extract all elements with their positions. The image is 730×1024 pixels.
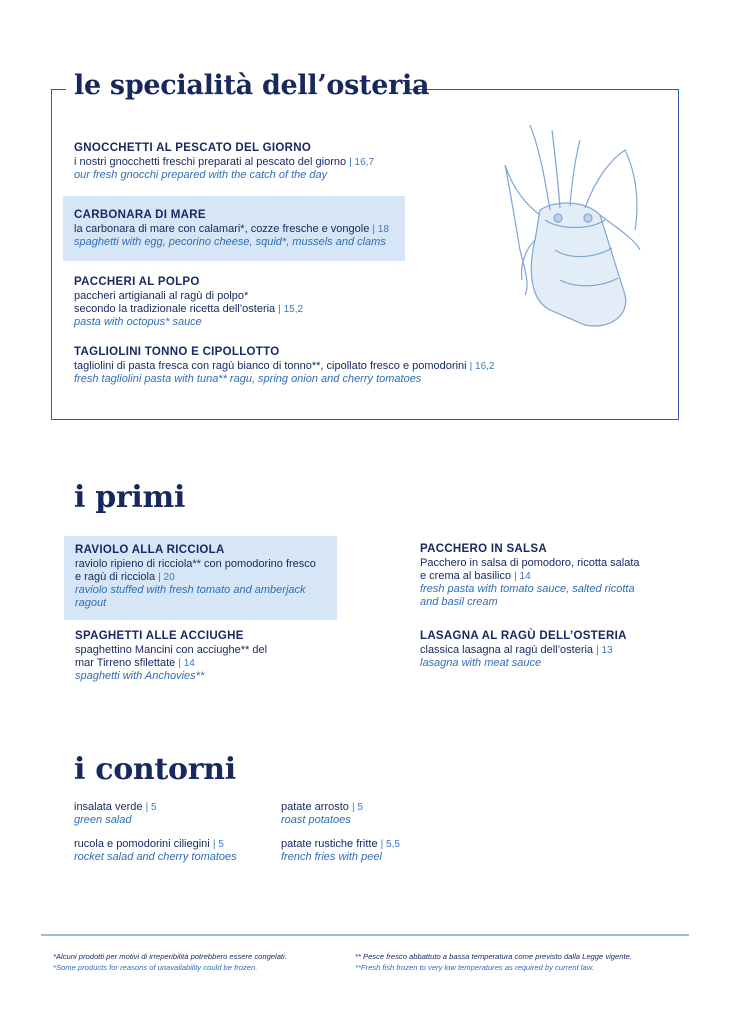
- footnote-fresh-fish: ** Pesce fresco abbattuto a bassa temperatura come previsto dalla Legge vigente. **Fresh fish frozen to very low temperatures as required by current law.: [355, 952, 632, 972]
- dish-tagliolini: TAGLIOLINI TONNO E CIPOLLOTTO tagliolini di pasta fresca con ragù bianco di tonno**, cipollato fresco e pomodorini | 16,2 fresh tagliolini pasta with tuna** ragu, spring onion and cherry tomatoes: [74, 346, 495, 385]
- dish-lasagna: LASAGNA AL RAGÙ DELL’OSTERIA classica lasagna al ragù dell’osteria | 13 lasagna with meat sauce: [420, 630, 627, 669]
- contorni-title: i contorni: [74, 752, 236, 787]
- dish-raviolo: RAVIOLO ALLA RICCIOLA raviolo ripieno di ricciola** con pomodorino fresco e ragù di ricciola | 20 raviolo stuffed with fresh tomato and amberjack ragout: [75, 544, 316, 609]
- dish-paccheri: PACCHERI AL POLPO paccheri artigianali al ragù di polpo* secondo la tradizionale ricetta dell’osteria | 15,2 pasta with octopus* sauce: [74, 276, 304, 328]
- side-rucola: rucola e pomodorini ciliegini | 5 rocket salad and cherry tomatoes: [74, 838, 237, 863]
- dish-spaghetti: SPAGHETTI ALLE ACCIUGHE spaghettino Mancini con acciughe** del mar Tirreno sfilettate | 14 spaghetti with Anchovies**: [75, 630, 268, 682]
- dish-gnocchetti: GNOCCHETTI AL PESCATO DEL GIORNO i nostri gnocchetti freschi preparati al pescato del giorno | 16,7 our fresh gnocchi prepared with the catch of the day: [74, 142, 375, 181]
- primi-title: i primi: [74, 480, 186, 515]
- side-patate-fritte: patate rustiche fritte | 5,5 french fries with peel: [281, 838, 400, 863]
- squid-illustration-icon: [500, 120, 650, 345]
- side-insalata: insalata verde | 5 green salad: [74, 801, 157, 826]
- footnote-frozen: *Alcuni prodotti per motivi di irreperibilità potrebbero essere congelati. *Some products for reasons of unavailability could be frozen.: [53, 952, 287, 972]
- footer-divider: [41, 934, 689, 936]
- dish-pacchero: PACCHERO IN SALSA Pacchero in salsa di pomodoro, ricotta salata e crema al basilico | 14 fresh pasta with tomato sauce, salted ricotta and basil cream: [420, 543, 640, 608]
- side-patate-arrosto: patate arrosto | 5 roast potatoes: [281, 801, 363, 826]
- specialita-title: le specialità dell’osteria: [74, 70, 430, 101]
- dish-carbonara: CARBONARA DI MARE la carbonara di mare con calamari*, cozze fresche e vongole | 18 spaghetti with egg, pecorino cheese, squid*, mussels and clams: [74, 209, 389, 248]
